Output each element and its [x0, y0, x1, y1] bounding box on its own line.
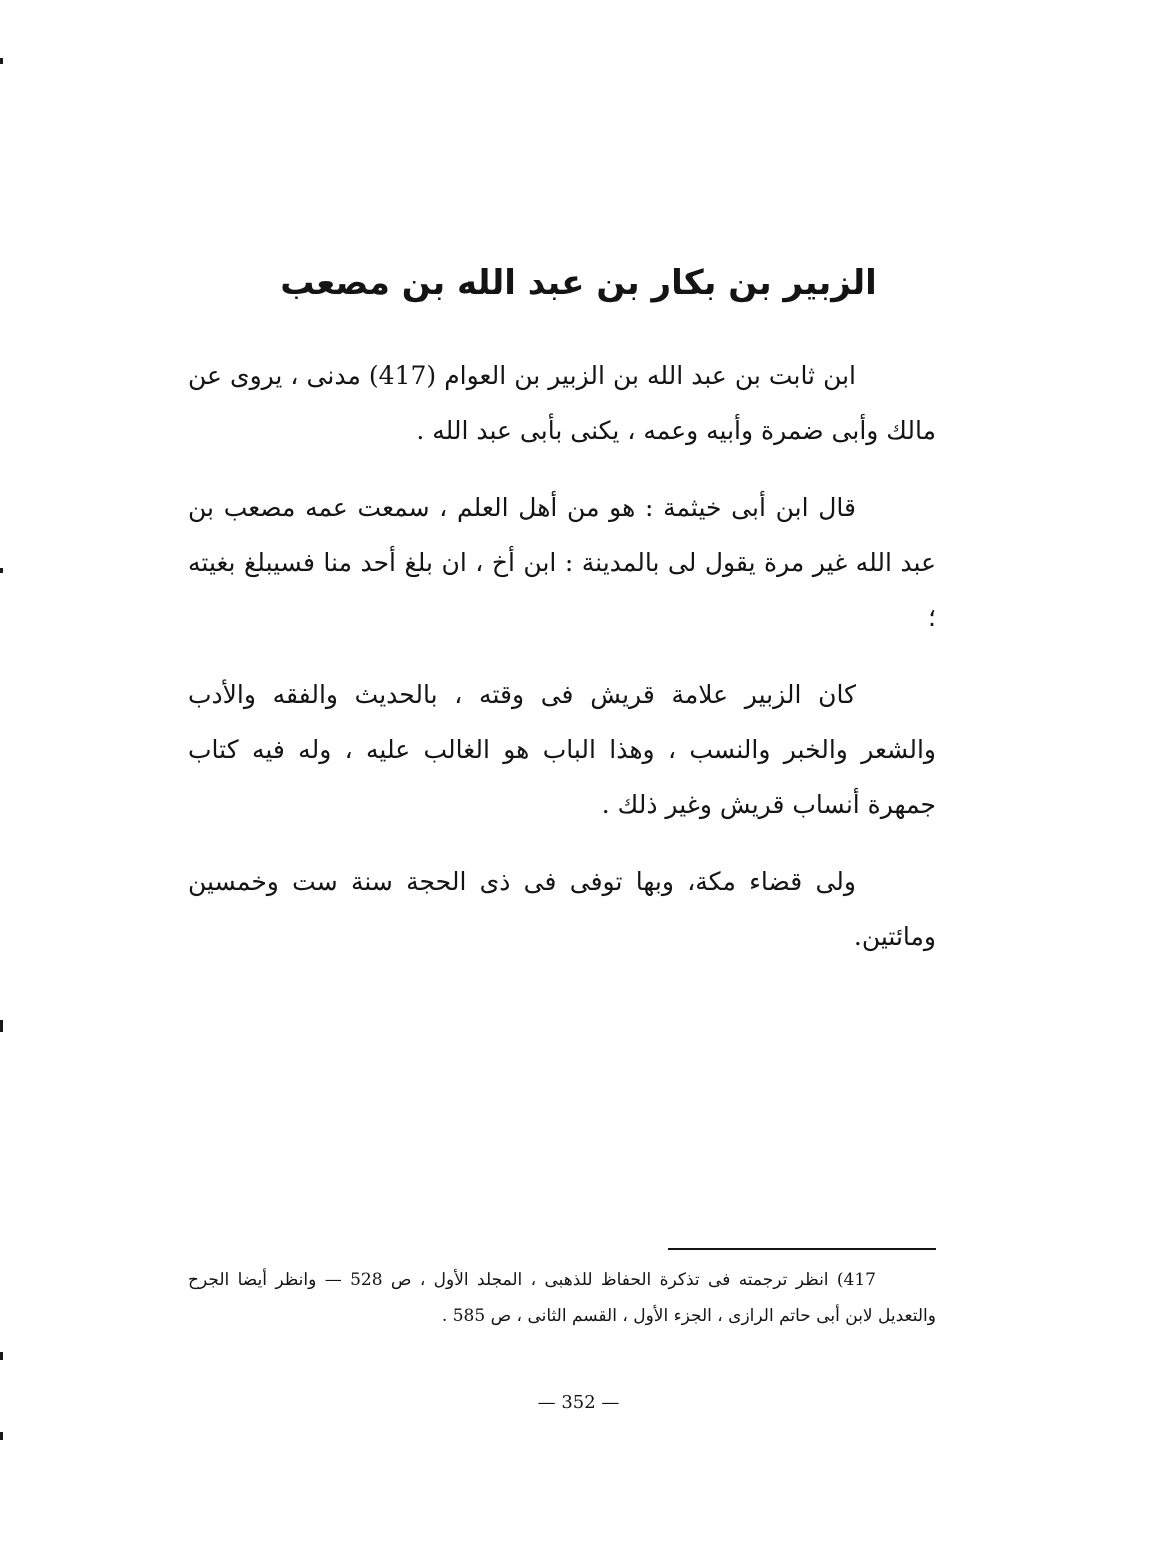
paragraph: ابن ثابت بن عبد الله بن الزبير بن العوام (417) مدنى ، يروى عن مالك وأبى ضمرة وأبيه وعمه ، يكنى بأبى عبد الله . — [188, 361, 936, 445]
scan-margin-mark — [0, 1432, 3, 1440]
paragraph: ولى قضاء مكة، وبها توفى فى ذى الحجة سنة ست وخمسين ومائتين. — [188, 867, 936, 951]
page-title: الزبير بن بكار بن عبد الله بن مصعب — [280, 263, 877, 303]
paragraph: كان الزبير علامة قريش فى وقته ، بالحديث والفقه والأدب والشعر والخبر والنسب ، وهذا الباب هو الغالب عليه ، وله فيه كتاب جمهرة أنساب قريش وغير ذلك . — [188, 680, 936, 819]
scan-margin-mark — [0, 1020, 3, 1032]
page-number: — 352 — — [537, 1392, 620, 1413]
scan-margin-mark — [0, 1352, 3, 1360]
scan-margin-mark — [0, 568, 3, 573]
main-text — [188, 348, 936, 986]
paragraph: قال ابن أبى خيثمة : هو من أهل العلم ، سمعت عمه مصعب بن عبد الله غير مرة يقول لى بالمدينة : ابن أخ ، ان بلغ أحد منا فسيبلغ بغيته ؛ — [188, 493, 936, 632]
scan-margin-mark — [0, 58, 3, 64]
footnote-divider — [668, 1248, 936, 1250]
footnote: 417) انظر ترجمته فى تذكرة الحفاظ للذهبى ، المجلد الأول ، ص 528 — وانظر أيضا الجرح والتعديل لابن أبى حاتم الرازى ، الجزء الأول ، القسم الثانى ، ص 585 . — [188, 1270, 936, 1326]
